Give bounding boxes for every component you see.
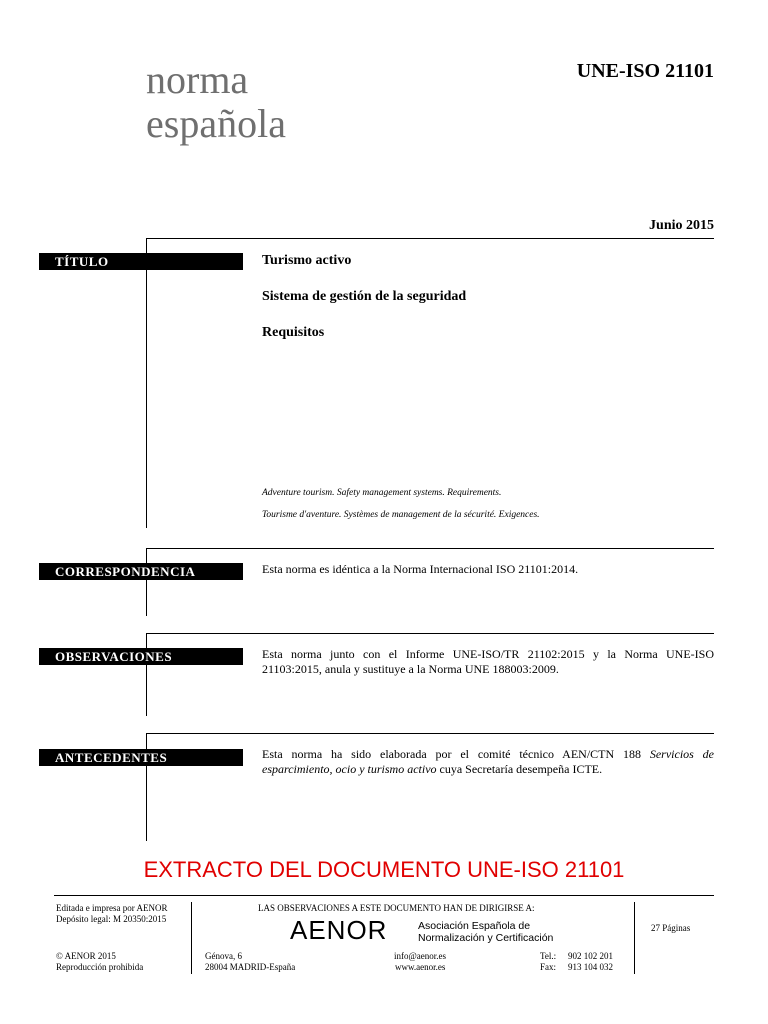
divider: [146, 548, 147, 616]
divider: [146, 633, 714, 634]
divider: [146, 238, 714, 239]
address-street: Génova, 6: [205, 951, 242, 961]
section-label-observaciones: OBSERVACIONES: [39, 648, 243, 665]
brand-line-1: norma: [146, 57, 249, 102]
footer-deposit: Depósito legal: M 20350:2015: [56, 914, 167, 924]
antecedentes-text-end: cuya Secretaría desempeña ICTE.: [436, 762, 603, 776]
norma-espanola-brand: [146, 58, 286, 146]
page-count: 27 Páginas: [651, 923, 691, 933]
address-city: 28004 MADRID-España: [205, 962, 296, 972]
website-link[interactable]: www.aenor.es: [395, 962, 446, 972]
divider: [146, 733, 714, 734]
french-title: Tourisme d'aventure. Systèmes de management de la sécurité. Exigences.: [262, 510, 540, 520]
divider: [146, 238, 147, 528]
title-block: [262, 253, 466, 361]
standard-code: UNE-ISO 21101: [576, 60, 714, 82]
publication-date: Junio 2015: [649, 218, 714, 233]
footer-divider: [634, 902, 635, 974]
section-label-titulo: TÍTULO: [39, 253, 243, 270]
tel-label: Tel.:: [540, 951, 557, 961]
title-line-1: Turismo activo: [262, 253, 352, 268]
brand-line-2: española: [146, 101, 286, 146]
section-label-correspondencia: CORRESPONDENCIA: [39, 563, 243, 580]
email-link[interactable]: info@aenor.es: [394, 951, 447, 961]
divider: [146, 548, 714, 549]
org-line-2: Normalización y Certificación: [418, 932, 554, 944]
section-label-antecedentes: ANTECEDENTES: [39, 749, 243, 766]
aenor-logo: AENOR: [290, 915, 388, 945]
observaciones-text: Esta norma junto con el Informe UNE-ISO/TR 21102:2015 y la Norma UNE-ISO 21103:2015, anula y sustituye a la Norma UNE 188003:2009.: [262, 647, 714, 676]
aenor-organization: [418, 920, 553, 944]
reproduction-notice: Reproducción prohibida: [56, 962, 144, 972]
fax-number: 913 104 032: [568, 962, 613, 972]
footer-edited: Editada e impresa por AENOR: [56, 903, 168, 913]
divider: [146, 633, 147, 716]
copyright: © AENOR 2015: [56, 951, 116, 961]
tel-number: 902 102 201: [568, 951, 613, 961]
committee-name: Servicios de esparcimiento, ocio y turismo activo: [262, 747, 714, 776]
extract-banner: EXTRACTO DEL DOCUMENTO UNE-ISO 21101: [143, 857, 625, 882]
title-line-3: Requisitos: [262, 325, 325, 340]
english-title: Adventure tourism. Safety management systems. Requirements.: [262, 488, 502, 498]
correspondencia-text: Esta norma es idéntica a la Norma Internacional ISO 21101:2014.: [262, 562, 579, 576]
org-line-1: Asociación Española de: [418, 920, 531, 932]
antecedentes-text: [262, 747, 714, 777]
footer-divider: [54, 895, 714, 896]
fax-label: Fax:: [540, 962, 557, 972]
footer-observations: LAS OBSERVACIONES A ESTE DOCUMENTO HAN DE DIRIGIRSE A:: [258, 903, 535, 913]
title-line-2: Sistema de gestión de la seguridad: [262, 289, 467, 304]
antecedentes-text-start: Esta norma ha sido elaborada por el comité técnico AEN/CTN 188: [262, 747, 650, 761]
footer-divider: [191, 902, 192, 974]
